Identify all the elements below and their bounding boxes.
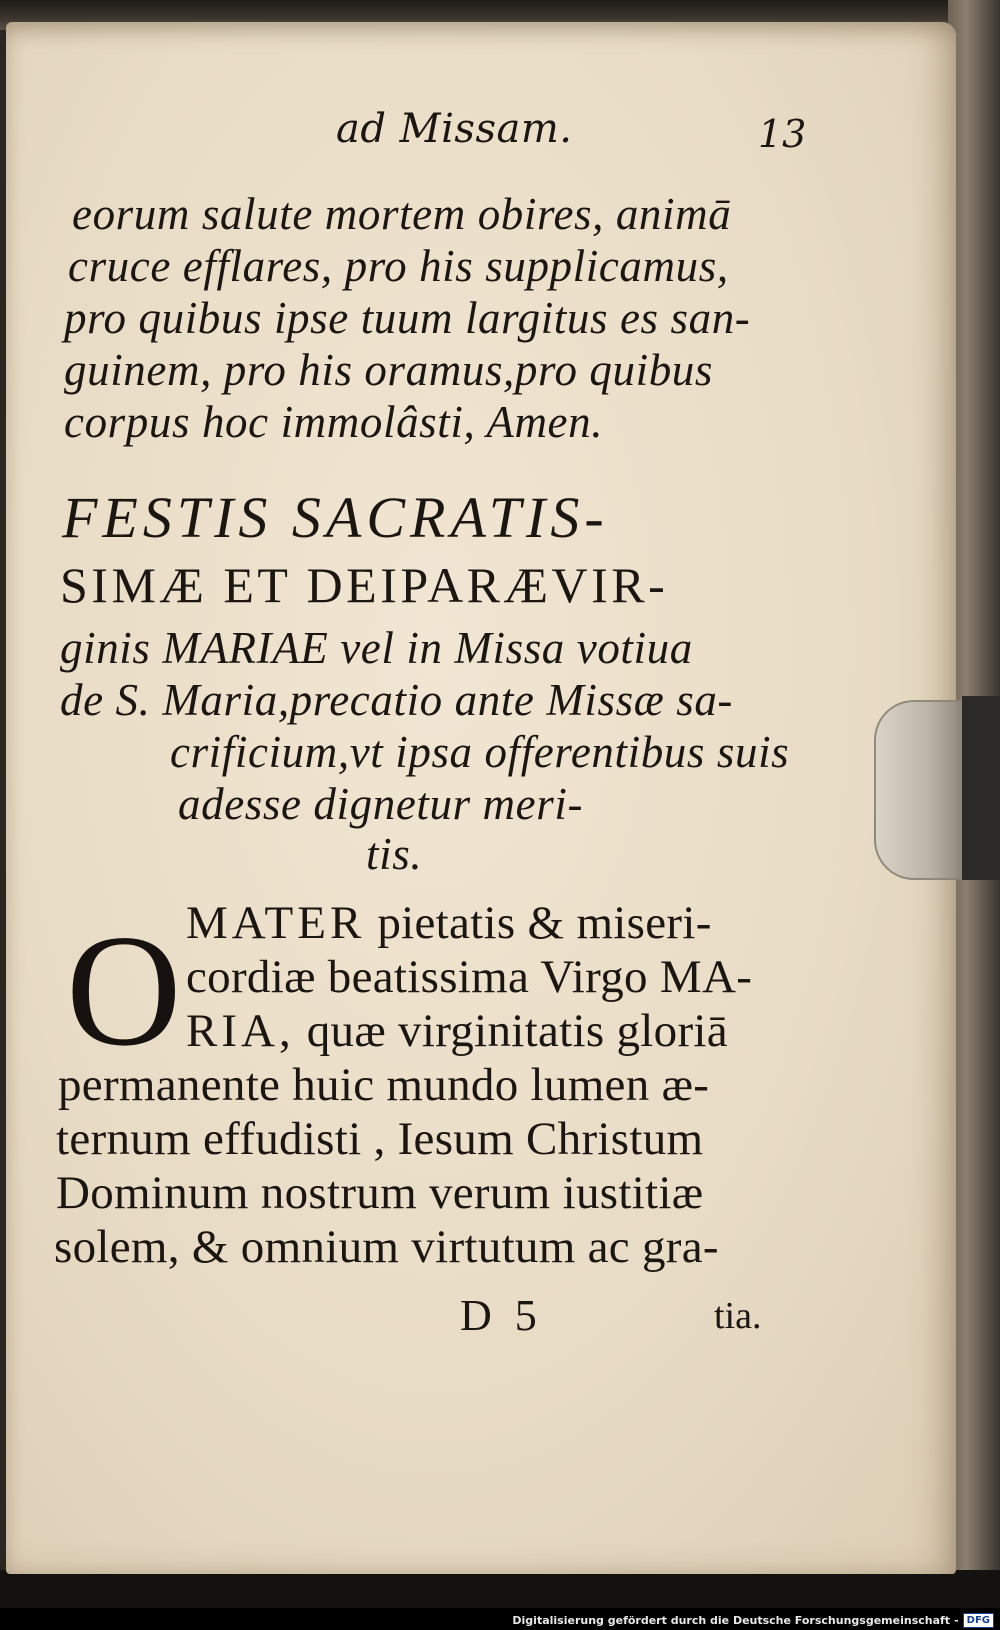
running-head: ad Missam. (336, 106, 573, 152)
heading-line-7: tis. (366, 829, 423, 879)
body-line-5: ternum effudisti , Iesum Christum (56, 1113, 704, 1165)
dfg-credit[interactable] (512, 1610, 994, 1630)
catchword: tia. (714, 1295, 762, 1337)
body-line-2: cordiæ beatissima Virgo MA- (186, 951, 753, 1003)
bookmark-tab-shadow (962, 696, 1000, 880)
prayer-line-3: pro quibus ipse tuum largitus es san- (64, 293, 751, 343)
drop-cap: O (66, 901, 182, 1079)
heading-line-6: adesse dignetur meri- (178, 779, 584, 829)
book-page (6, 22, 956, 1574)
body-line-7: solem, & omnium virtutum ac gra- (54, 1221, 719, 1273)
prayer-line-1: eorum salute mortem obires, animā (72, 189, 732, 239)
dfg-credit-text: Digitalisierung gefördert durch die Deutsche Forschungsgemeinschaft (512, 1613, 951, 1627)
heading-line-2: SIMÆ ET DEIPARÆVIR- (60, 557, 669, 613)
page-number: 13 (758, 112, 807, 156)
heading-line-3: ginis MARIAE vel in Missa votiua (60, 623, 693, 673)
heading-line-1: FESTIS SACRATIS- (62, 485, 609, 550)
body-line-4: permanente huic mundo lumen æ- (58, 1059, 710, 1111)
page-text (6, 22, 956, 1574)
prayer-line-2: cruce efflares, pro his supplicamus, (68, 241, 729, 291)
body-line-3-rest: quæ virginitatis gloriā (294, 1005, 728, 1057)
body-line-6: Dominum nostrum verum iustitiæ (56, 1167, 704, 1219)
body-line-3 (186, 1004, 728, 1058)
mater-smallcaps: MATER (186, 897, 366, 949)
prayer-line-5: corpus hoc immolâsti, Amen. (64, 397, 604, 447)
scan-bottom-band (0, 1570, 1000, 1610)
body-line-1-rest: pietatis & miseri- (365, 897, 712, 949)
dfg-logo-icon: DFG (963, 1613, 994, 1628)
body-line-1 (186, 896, 712, 950)
dfg-logo-separator: - (954, 1613, 959, 1627)
prayer-line-4: guinem, pro his oramus,pro quibus (64, 345, 714, 395)
ria-smallcaps: RIA, (186, 1005, 295, 1057)
signature-mark: D 5 (460, 1291, 543, 1340)
heading-line-5: crificium,vt ipsa offerentibus suis (170, 727, 790, 777)
heading-line-4: de S. Maria,precatio ante Missæ sa- (60, 675, 734, 725)
